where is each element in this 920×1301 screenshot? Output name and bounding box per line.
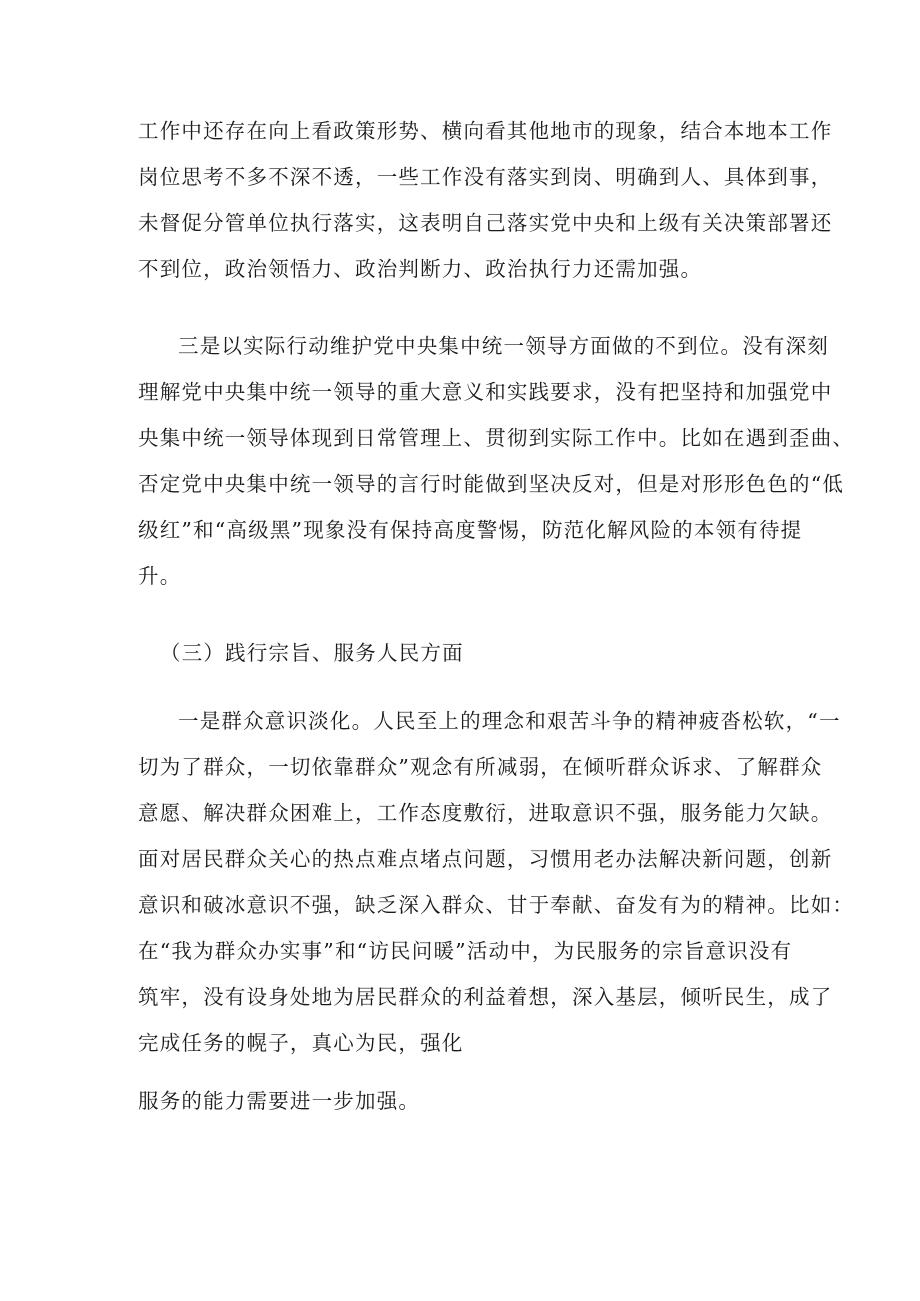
paragraph-3-line-8: 完成任务的幌子，真心为民，强化	[138, 1031, 464, 1055]
paragraph-3-line-2: 切为了群众，一切依靠群众”观念有所减弱，在倾听群众诉求、了解群众	[138, 755, 823, 779]
section-heading: （三）践行宗旨、服务人民方面	[160, 641, 464, 665]
paragraph-3-line-4: 面对居民群众关心的热点难点堵点问题，习惯用老办法解决新问题，创新	[138, 847, 833, 871]
paragraph-1-line-3: 未督促分管单位执行落实，这表明自己落实党中央和上级有关决策部署还	[138, 211, 833, 235]
paragraph-3-line-6: 在“我为群众办实事”和“访民问暖”活动中，为民服务的宗旨意识没有	[138, 939, 793, 963]
paragraph-2-line-2: 理解党中央集中统一领导的重大意义和实践要求，没有把坚持和加强党中	[138, 380, 833, 404]
paragraph-2-line-4: 否定党中央集中统一领导的言行时能做到坚决反对，但是对形形色色的“低	[138, 472, 845, 496]
paragraph-2-line-6: 升。	[138, 564, 182, 588]
paragraph-1-line-1: 工作中还存在向上看政策形势、横向看其他地市的现象，结合本地本工作	[138, 119, 833, 143]
paragraph-3-line-5: 意识和破冰意识不强，缺乏深入群众、甘于奉献、奋发有为的精神。比如：	[138, 893, 855, 917]
paragraph-2-line-3: 央集中统一领导体现到日常管理上、贯彻到实际工作中。比如在遇到歪曲、	[138, 426, 855, 450]
paragraph-2-line-1: 三是以实际行动维护党中央集中统一领导方面做的不到位。没有深刻	[178, 334, 829, 358]
paragraph-1-line-4: 不到位，政治领悟力、政治判断力、政治执行力还需加强。	[138, 257, 703, 281]
paragraph-3-line-3: 意愿、解决群众困难上，工作态度敷衍，进取意识不强，服务能力欠缺。	[138, 801, 833, 825]
paragraph-1-line-2: 岗位思考不多不深不透，一些工作没有落实到岗、明确到人、具体到事，	[138, 165, 833, 189]
paragraph-3-line-1: 一是群众意识淡化。人民至上的理念和艰苦斗争的精神疲沓松软，“一	[178, 709, 841, 733]
paragraph-2-line-5: 级红”和“高级黑”现象没有保持高度警惕，防范化解风险的本领有待提	[138, 518, 803, 542]
paragraph-3-line-9: 服务的能力需要进一步加强。	[138, 1089, 421, 1113]
paragraph-3-line-7: 筑牢，没有设身处地为居民群众的利益着想，深入基层，倾听民生，成了	[138, 985, 833, 1009]
